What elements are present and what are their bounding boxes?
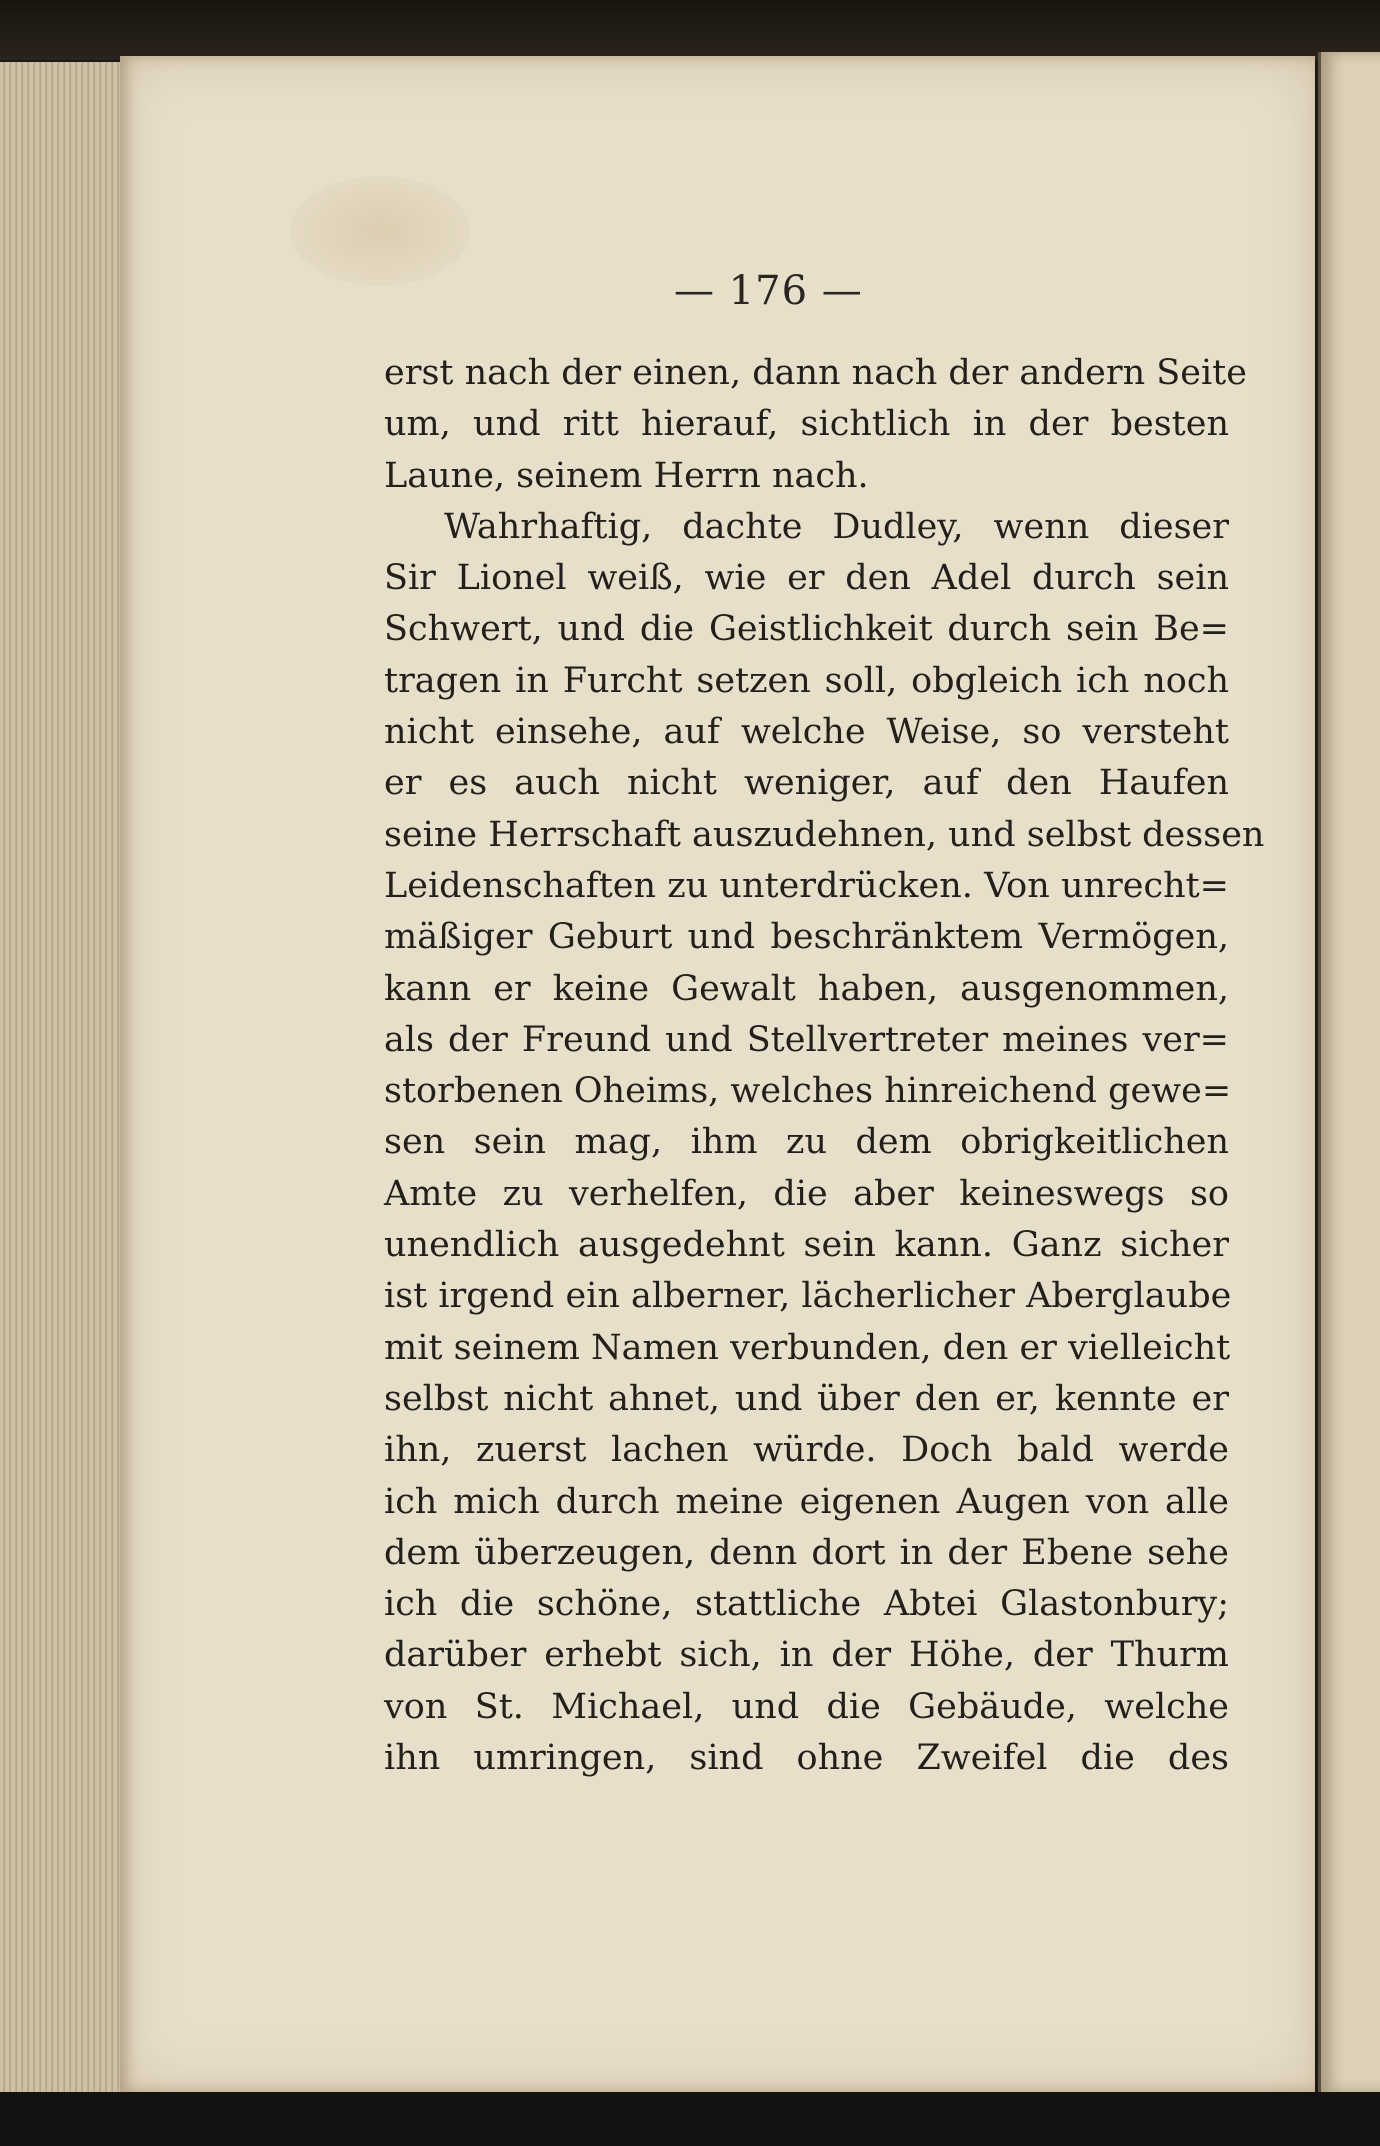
text-line: dem überzeugen, denn dort in der Ebene sehe (384, 1532, 1229, 1573)
book-bottom-edge (0, 2092, 1380, 2146)
text-line: als der Freund und Stellvertreter meines ver= (384, 1019, 1229, 1060)
text-line: Leidenschaften zu unterdrücken. Von unrecht= (384, 865, 1229, 906)
text-line: ich mich durch meine eigenen Augen von alle (384, 1481, 1229, 1522)
page-number: — 176 — (674, 268, 863, 314)
text-line: ihn, zuerst lachen würde. Doch bald werde (384, 1430, 1229, 1471)
page-body-text (384, 348, 1265, 1784)
text-line: er es auch nicht weniger, auf den Haufen (384, 763, 1229, 804)
facing-page-edge (1318, 52, 1380, 2092)
text-line: mit seinem Namen verbunden, den er vielleicht (384, 1327, 1231, 1368)
text-line: tragen in Furcht setzen soll, obgleich ich noch (384, 660, 1229, 701)
text-line: kann er keine Gewalt haben, ausgenommen, (384, 968, 1229, 1009)
text-line: seine Herrschaft auszudehnen, und selbst dessen (384, 814, 1265, 855)
text-line: Wahrhaftig, dachte Dudley, wenn dieser (444, 506, 1229, 547)
text-line: sen sein mag, ihm zu dem obrigkeitlichen (384, 1122, 1229, 1163)
text-line: ist irgend ein alberner, lächerlicher Aberglaube (384, 1276, 1232, 1317)
text-line: unendlich ausgedehnt sein kann. Ganz sicher (384, 1225, 1229, 1266)
text-line: selbst nicht ahnet, und über den er, kennte er (384, 1378, 1229, 1419)
text-line: Sir Lionel weiß, wie er den Adel durch sein (384, 558, 1229, 599)
text-line: ich die schöne, stattliche Abtei Glastonbury; (384, 1584, 1229, 1625)
text-line: storbenen Oheims, welches hinreichend gewe= (384, 1071, 1232, 1112)
text-line: nicht einsehe, auf welche Weise, so versteht (384, 712, 1229, 753)
paper-stain (290, 176, 470, 286)
text-line: um, und ritt hierauf, sichtlich in der besten (384, 404, 1229, 445)
book-top-edge (0, 0, 1380, 60)
text-line: darüber erhebt sich, in der Höhe, der Thurm (384, 1635, 1229, 1676)
text-line: Laune, seinem Herrn nach. (384, 455, 869, 496)
text-line: erst nach der einen, dann nach der andern Seite (384, 353, 1247, 393)
text-line: Amte zu verhelfen, die aber keineswegs so (384, 1173, 1229, 1214)
text-line: Schwert, und die Geistlichkeit durch sein Be= (384, 609, 1229, 650)
text-line: ihn umringen, sind ohne Zweifel die des (384, 1738, 1229, 1779)
text-line: von St. Michael, und die Gebäude, welche (384, 1686, 1229, 1727)
text-line: mäßiger Geburt und beschränktem Vermögen, (384, 917, 1229, 958)
